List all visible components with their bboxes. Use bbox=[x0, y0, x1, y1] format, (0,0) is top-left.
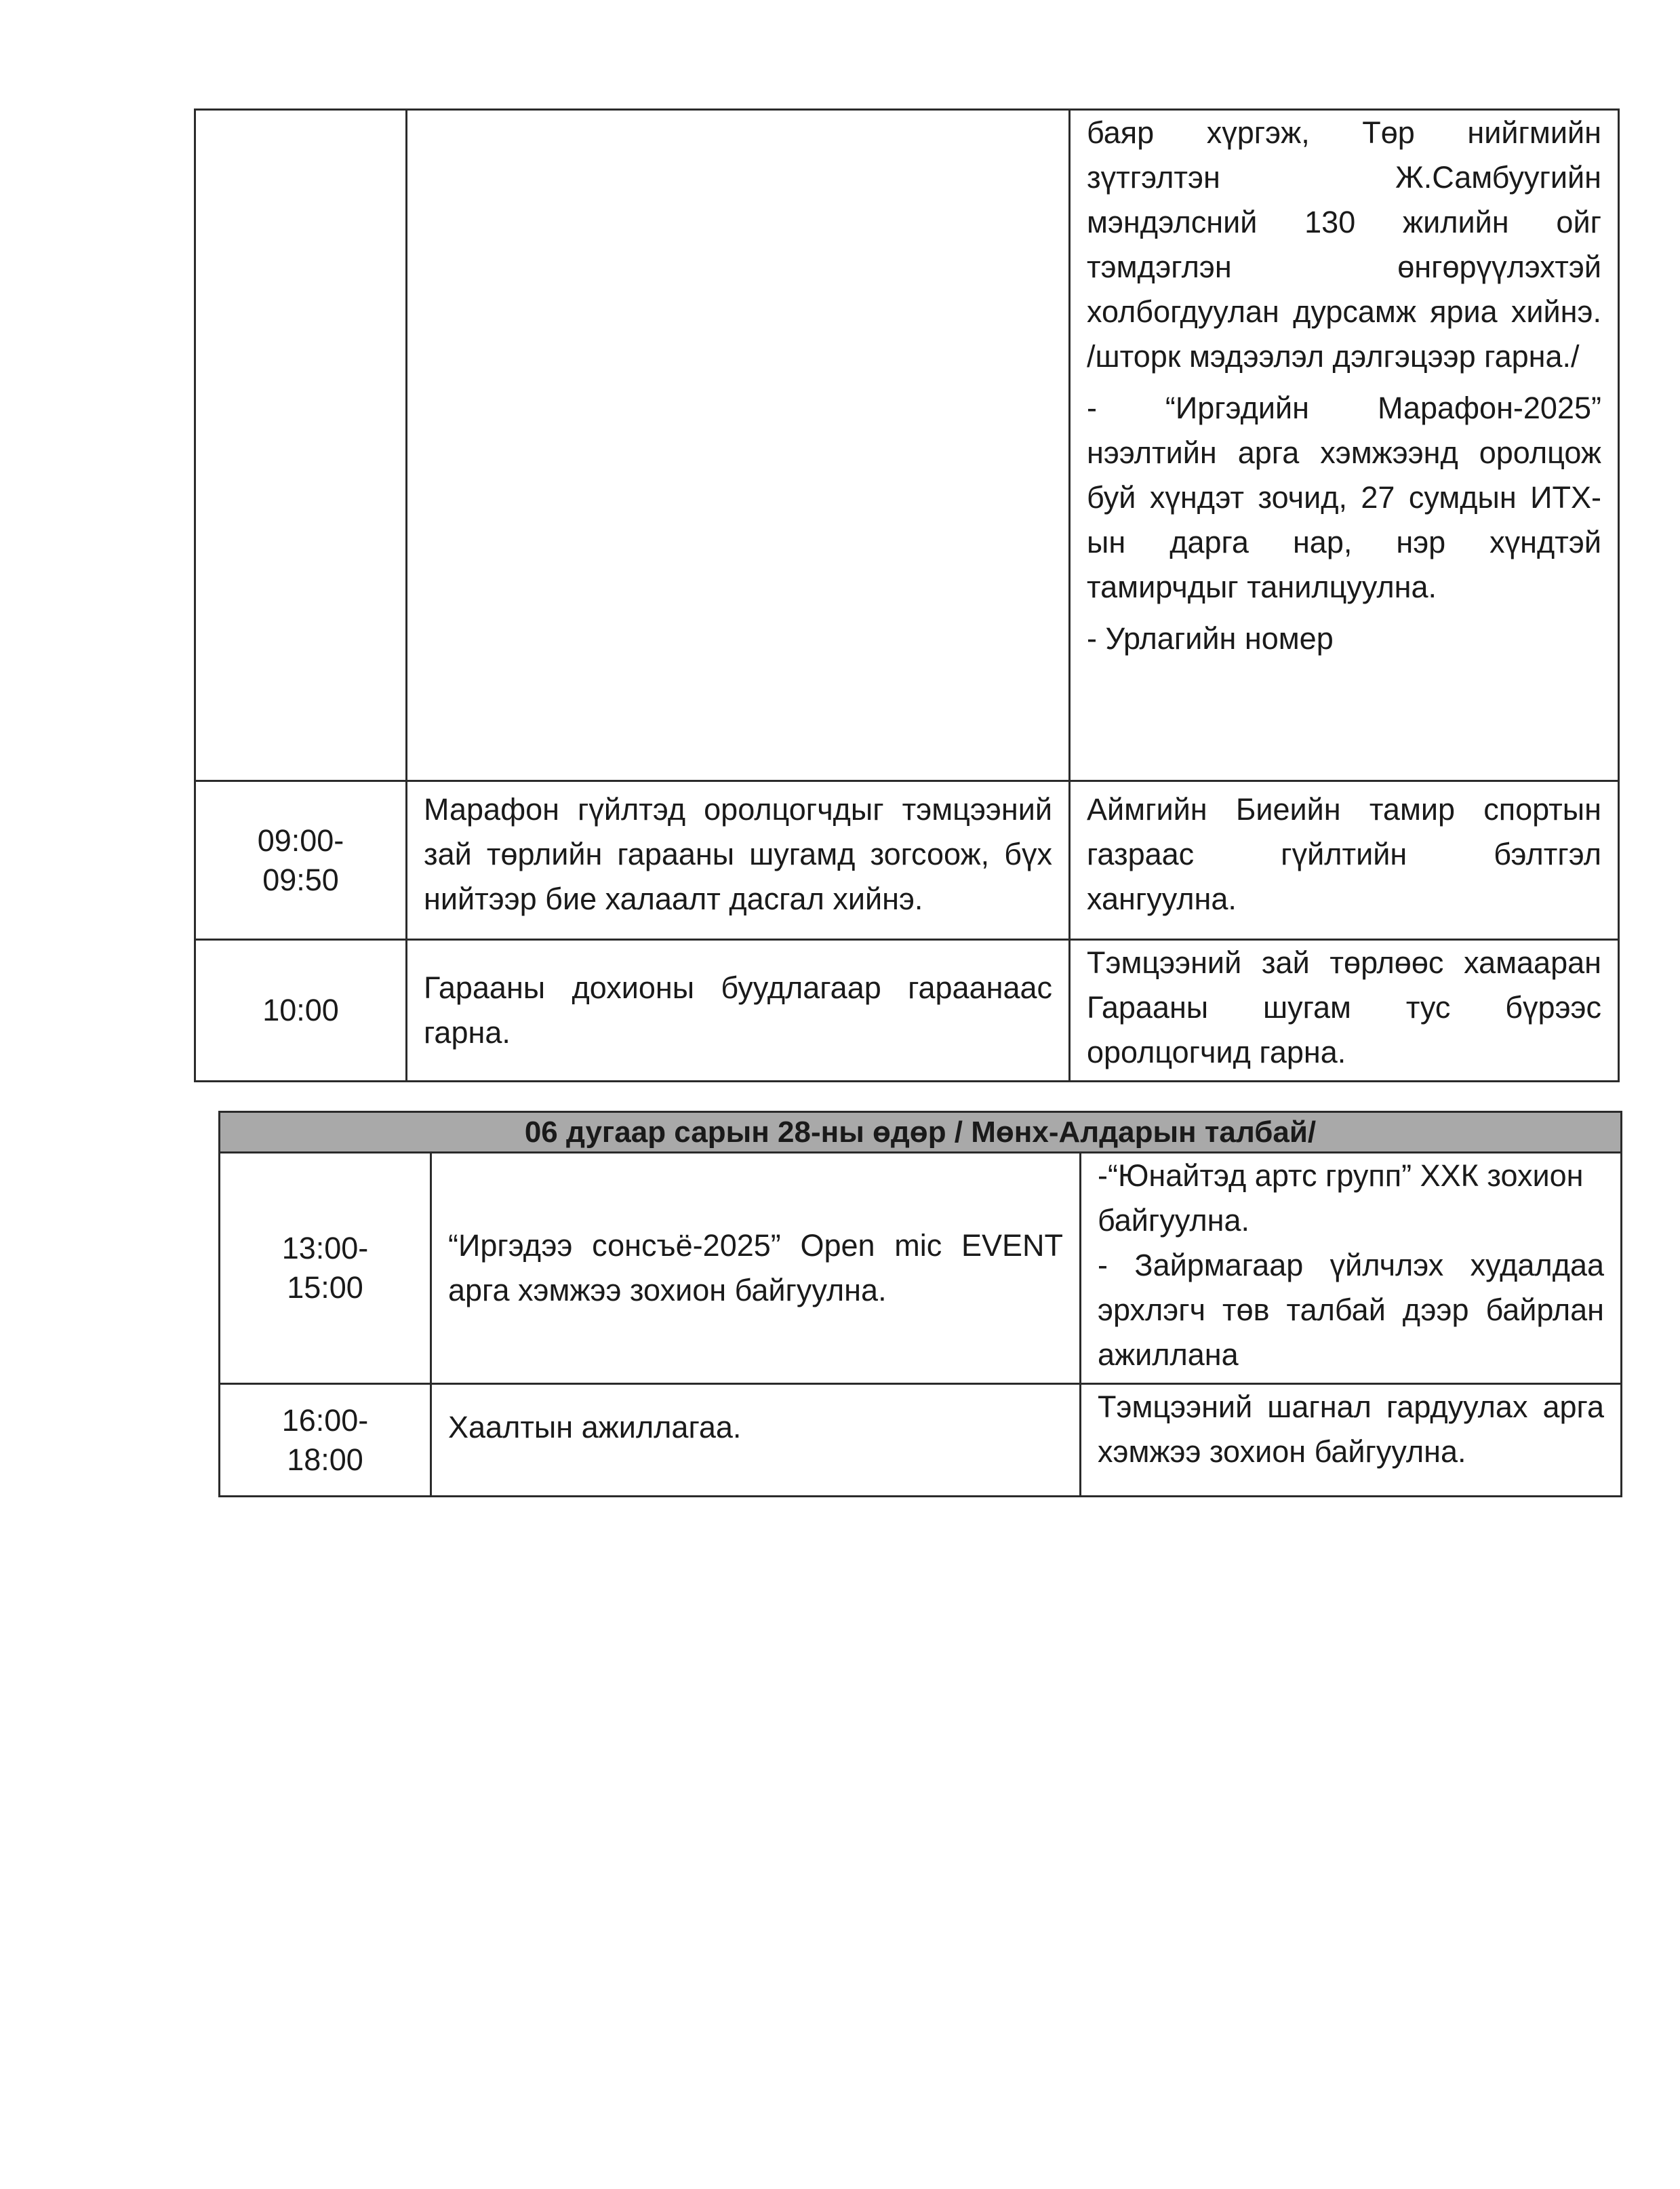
schedule-table-top bbox=[194, 109, 1620, 1082]
schedule-table-bottom bbox=[218, 1111, 1622, 1497]
section-header-row bbox=[220, 1112, 1622, 1153]
table-row bbox=[195, 781, 1619, 940]
note-paragraph: баяр хүргэж, Төр нийгмийн зүтгэлтэн Ж.Самбуугийн мэндэлсний 130 жилийн ойг тэмдэглэн өнгөрүүлэхтэй холбогдуулан дурсамж яриа хийнэ. /шторк мэдээлэл дэлгэцээр гарна./ bbox=[1087, 115, 1601, 374]
note-cell bbox=[1081, 1384, 1622, 1497]
time-start: 09:00- bbox=[257, 823, 344, 858]
activity-text bbox=[407, 111, 1068, 121]
note-paragraph: Тэмцээний зай төрлөөс хамааран Гарааны шугам тус бүрээс оролцогчид гарна. bbox=[1087, 945, 1601, 1069]
table-row bbox=[220, 1384, 1622, 1497]
time-cell bbox=[220, 1384, 431, 1497]
activity-text: Гарааны дохионы буудлагаар гараанаас гарна. bbox=[424, 970, 1052, 1050]
activity-text: “Иргэдээ сонсъё-2025” Open mic EVENT арга хэмжээ зохион байгуулна. bbox=[448, 1228, 1063, 1307]
activity-text: Марафон гүйлтэд оролцогчдыг тэмцээний зай төрлийн гарааны шугамд зогсоож, бүх нийтээр бие халаалт дасгал хийнэ. bbox=[424, 792, 1052, 916]
time-cell bbox=[195, 110, 407, 781]
activity-text: Хаалтын ажиллагаа. bbox=[448, 1410, 742, 1444]
activity-cell bbox=[407, 781, 1070, 940]
activity-cell bbox=[431, 1153, 1081, 1384]
note-paragraph: - Зайрмагаар үйлчлэх худалдаа эрхлэгч төв талбай дээр байрлан ажиллана bbox=[1098, 1248, 1605, 1372]
section-header: 06 дугаар сарын 28-ны өдөр / Мөнх-Алдарын талбай/ bbox=[220, 1112, 1622, 1153]
time-cell bbox=[195, 940, 407, 1082]
activity-cell bbox=[431, 1384, 1081, 1497]
table-row bbox=[195, 940, 1619, 1082]
note-cell bbox=[1081, 1153, 1622, 1384]
note-cell bbox=[1070, 781, 1619, 940]
note-paragraph: Аймгийн Биеийн тамир спортын газраас гүйлтийн бэлтгэл хангуулна. bbox=[1087, 792, 1601, 916]
time-start: 16:00- bbox=[281, 1402, 369, 1438]
time-start: 10:00 bbox=[262, 993, 339, 1027]
note-paragraph: - Урлагийн номер bbox=[1087, 621, 1334, 656]
table-row bbox=[195, 110, 1619, 781]
note-cell bbox=[1070, 940, 1619, 1082]
time-end: 09:50 bbox=[262, 862, 339, 897]
time-start: 13:00- bbox=[281, 1231, 369, 1265]
note-paragraph: -“Юнайтэд артс групп” ХХК зохион байгуулна. bbox=[1098, 1158, 1584, 1238]
time-cell bbox=[195, 781, 407, 940]
table-row bbox=[220, 1153, 1622, 1384]
note-paragraph: Тэмцээний шагнал гардуулах арга хэмжээ зохион байгуулна. bbox=[1098, 1389, 1605, 1469]
time-cell bbox=[220, 1153, 431, 1384]
activity-cell bbox=[407, 940, 1070, 1082]
activity-cell bbox=[407, 110, 1070, 781]
time-end: 18:00 bbox=[287, 1442, 363, 1477]
note-cell bbox=[1070, 110, 1619, 781]
time-end: 15:00 bbox=[287, 1270, 363, 1305]
note-paragraph: - “Иргэдийн Марафон-2025” нээлтийн арга хэмжээнд оролцож буй хүндэт зочид, 27 сумдын ИТХ-ын дарга нар, нэр хүндтэй тамирчдыг танилцуулна. bbox=[1087, 391, 1601, 604]
